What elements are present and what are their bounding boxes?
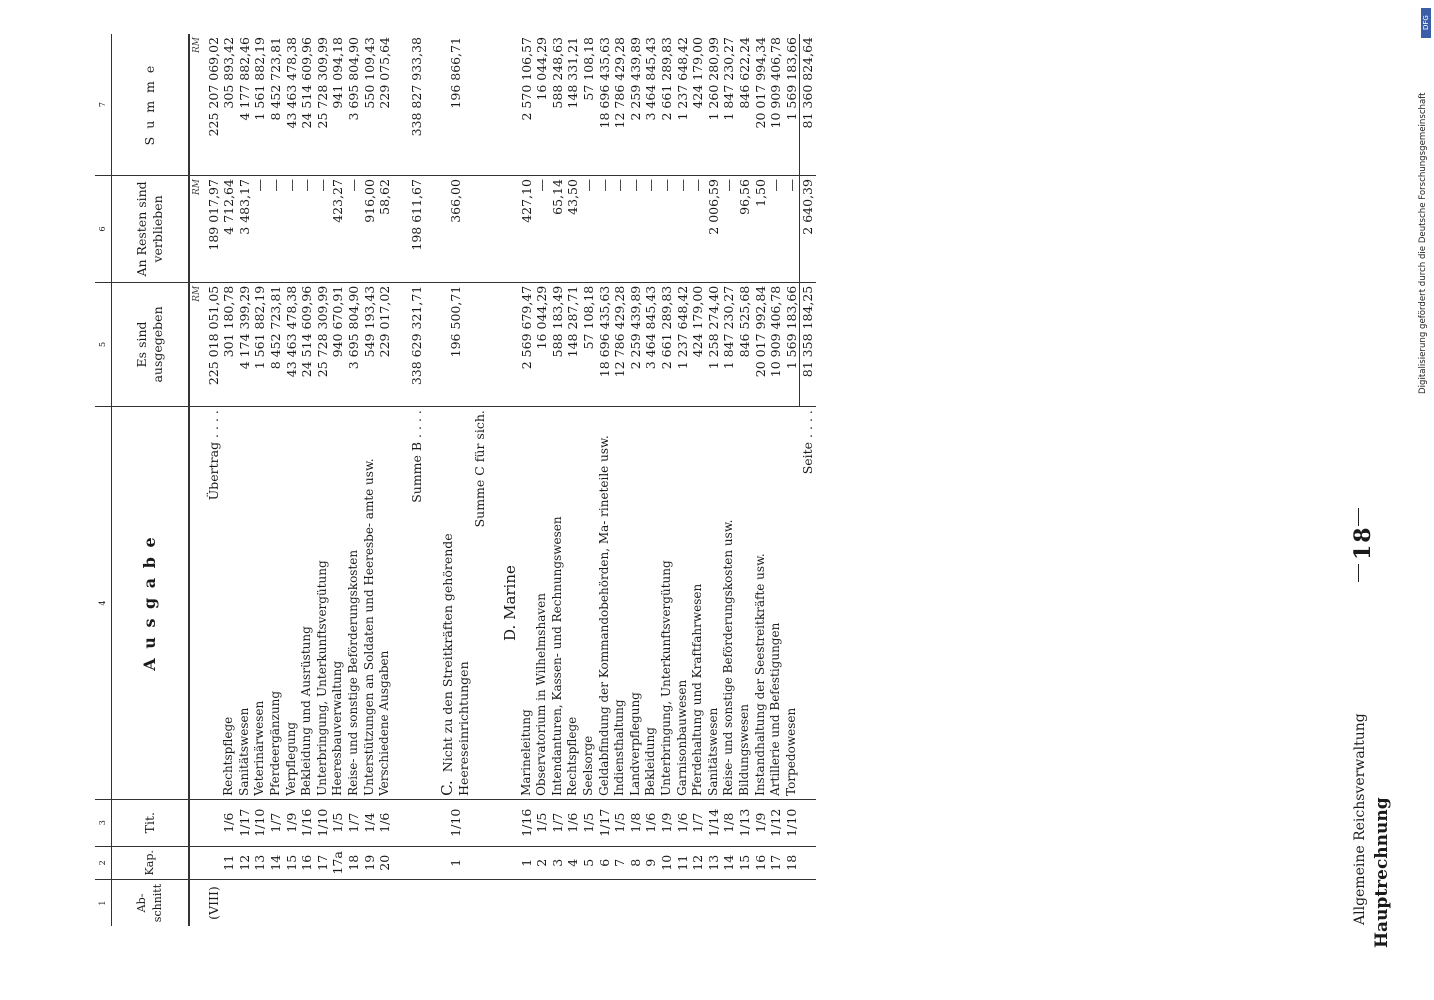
row-reste: — [346,176,362,283]
row-summe: 12 786 429,28 [612,34,628,176]
row-description: Garnisonbauwesen [675,407,691,800]
row-summe: 24 514 609,96 [299,34,315,176]
row-reste: — [675,176,691,283]
row-summe: 20 017 994,34 [753,34,769,176]
row-reste: — [299,176,315,283]
row-reste: 427,10 [519,176,535,283]
row-tit: 1/7 [550,799,566,846]
spacer-row [393,34,409,926]
table-row [237,34,253,926]
row-description: Landverpflegung [628,407,644,800]
table-row [768,34,784,926]
row-ausgegeben: 301 180,78 [221,282,237,406]
table-row [362,34,378,926]
row-tit: 1/6 [643,799,659,846]
table-row [519,34,535,926]
row-reste: — [643,176,659,283]
table-row [753,34,769,926]
row-ausgegeben: 2 661 289,83 [659,282,675,406]
row-tit: 1/9 [284,799,300,846]
row-summe: 1 847 230,27 [721,34,737,176]
page-dash-right [1358,508,1359,526]
row-reste: — [534,176,550,283]
row-description: Bekleidung und Ausrüstung [299,407,315,800]
col-header-ausgegeben: Es sind ausgegeben [111,282,189,406]
row-tit: 1/6 [675,799,691,846]
row-ausgegeben: 1 561 882,19 [252,282,268,406]
col-header-summe: S u m m e [111,34,189,176]
row-tit: 1/6 [221,799,237,846]
row-description: Sanitätswesen [237,407,253,800]
row-reste: — [768,176,784,283]
row-summe: 2 259 439,89 [628,34,644,176]
row-summe: 16 044,29 [534,34,550,176]
row-description: Veterinärwesen [252,407,268,800]
row-description: Pferdeergänzung [268,407,284,800]
row-summe: 4 177 882,46 [237,34,253,176]
row-reste: 96,56 [737,176,753,283]
row-summe: 18 696 435,63 [597,34,613,176]
row-description: Geldabfindung der Kommandobehörden, Ma- rineteile usw. [597,407,613,800]
col-number: 7 [95,34,111,176]
table-row [643,34,659,926]
row-description: Verschiedene Ausgaben [377,407,393,800]
row-summe: 3 695 804,90 [346,34,362,176]
section-c-heading: Nicht zu den Streitkräften gehörende Heereseinrichtungen [440,533,471,796]
row-reste: — [612,176,628,283]
digitization-credit: Digitalisierung gefördert durch die Deutsche Forschungsgemeinschaft [1418,92,1428,394]
row-reste: — [315,176,331,283]
row-kap: 15 [737,846,753,880]
section-c-letter: C. [438,780,457,796]
row-reste: — [284,176,300,283]
row-tit: 1/14 [706,799,722,846]
row-ausgegeben: 846 525,68 [737,282,753,406]
row-summe: 43 463 478,38 [284,34,300,176]
row-kap: 15 [284,846,300,880]
row-ausgegeben: 940 670,91 [330,282,346,406]
row-tit: 1/13 [737,799,753,846]
row-tit: 1/6 [565,799,581,846]
table-row [299,34,315,926]
row-kap: 7 [612,846,628,880]
row-ausgegeben: 2 569 679,47 [519,282,535,406]
row-summe: 10 909 406,78 [768,34,784,176]
row-description: Sanitätswesen [706,407,722,800]
section-c-reste: 366,00 [440,176,471,283]
row-reste: 58,62 [377,176,393,283]
row-kap: 2 [534,846,550,880]
row-ausgegeben: 549 193,43 [362,282,378,406]
row-tit: 1/5 [330,799,346,846]
row-description: Intendanturen, Kassen- und Rechnungswesen [550,407,566,800]
row-tit: 1/7 [346,799,362,846]
row-summe: 57 108,18 [581,34,597,176]
row-ausgegeben: 10 909 406,78 [768,282,784,406]
row-description: Instandhaltung der Seestreitkräfte usw. [753,407,769,800]
section-c-kap: 1 [440,846,471,880]
section-c-ausgegeben: 196 500,71 [440,282,471,406]
row-ausgegeben: 588 183,49 [550,282,566,406]
row-description: Verpflegung [284,407,300,800]
row-reste: 2 006,59 [706,176,722,283]
row-description: Pferdehaltung und Kraftfahrwesen [690,407,706,800]
row-summe: 2 661 289,83 [659,34,675,176]
row-ausgegeben: 43 463 478,38 [284,282,300,406]
row-summe: 2 570 106,57 [519,34,535,176]
row-tit: 1/5 [581,799,597,846]
summe-c-label: Summe C für sich. [472,407,488,800]
row-kap: 13 [252,846,268,880]
col-number: 5 [95,282,111,406]
section-c-tit: 1/10 [440,799,471,846]
table-row [252,34,268,926]
row-description: Rechtspflege [565,407,581,800]
unit-label: RM [189,176,206,283]
row-description: Bekleidung [643,407,659,800]
summe-b-ausgegeben: 338 629 321,71 [409,282,425,406]
col-header-tit: Tit. [111,799,189,846]
row-kap: 16 [299,846,315,880]
seite-row [800,34,816,926]
table-row [597,34,613,926]
row-tit: 1/7 [690,799,706,846]
row-reste: 65,14 [550,176,566,283]
row-reste: — [721,176,737,283]
row-description: Unterstützungen an Soldaten und Heeresbe- amte usw. [362,407,378,800]
row-kap: 18 [346,846,362,880]
table-row [690,34,706,926]
row-summe: 3 464 845,43 [643,34,659,176]
table-row [659,34,675,926]
row-tit: 1/17 [597,799,613,846]
row-ausgegeben: 1 847 230,27 [721,282,737,406]
table-row [534,34,550,926]
col-header-kap: Kap. [111,846,189,880]
page-number: 18 [1350,525,1376,560]
row-ausgegeben: 1 237 648,42 [675,282,691,406]
table-row [612,34,628,926]
row-tit: 1/5 [612,799,628,846]
col-number: 1 [95,880,111,926]
row-summe: 550 109,43 [362,34,378,176]
col-number: 6 [95,176,111,283]
row-ausgegeben: 8 452 723,81 [268,282,284,406]
row-kap: 14 [721,846,737,880]
row-tit: 1/5 [534,799,550,846]
row-description: Indiensthaltung [612,407,628,800]
row-ausgegeben: 25 728 309,99 [315,282,331,406]
row-description: Reise- und sonstige Beförderungskosten [346,407,362,800]
row-ausgegeben: 57 108,18 [581,282,597,406]
table-row [221,34,237,926]
row-description: Rechtspflege [221,407,237,800]
col-header-ausgabe: A u s g a b e [111,407,189,800]
accounts-table [95,34,816,926]
row-summe: 1 237 648,42 [675,34,691,176]
table-row [737,34,753,926]
section-c-title [440,407,471,800]
uebertrag-ausgegeben: 225 018 051,05 [206,282,222,406]
row-summe: 229 075,64 [377,34,393,176]
row-kap: 17a [330,846,346,880]
row-ausgegeben: 4 174 399,29 [237,282,253,406]
table-row [377,34,393,926]
row-summe: 1 561 882,19 [252,34,268,176]
summe-b-label: Summe B . . . . [409,407,425,800]
row-summe: 8 452 723,81 [268,34,284,176]
row-kap: 11 [221,846,237,880]
row-kap: 17 [315,846,331,880]
uebertrag-label: Übertrag . . . . [206,407,222,800]
row-ausgegeben: 229 017,02 [377,282,393,406]
table-row [675,34,691,926]
row-kap: 20 [377,846,393,880]
table-row [284,34,300,926]
row-ausgegeben: 24 514 609,96 [299,282,315,406]
row-tit: 1/9 [753,799,769,846]
row-description: Marineleitung [519,407,535,800]
col-header-abschnitt: Ab- schnitt [111,880,189,926]
row-reste: — [581,176,597,283]
row-summe: 941 094,18 [330,34,346,176]
row-kap: 5 [581,846,597,880]
row-tit: 1/16 [519,799,535,846]
row-ausgegeben: 3 695 804,90 [346,282,362,406]
section-c-summe: 196 866,71 [440,34,471,176]
row-tit: 1/6 [377,799,393,846]
row-description: Unterbringung, Unterkunftsvergütung [315,407,331,800]
row-kap: 1 [519,846,535,880]
summe-b-row [409,34,425,926]
spacer-row [487,34,503,926]
row-reste: — [690,176,706,283]
row-ausgegeben: 18 696 435,63 [597,282,613,406]
row-tit: 1/10 [315,799,331,846]
row-description: Artillerie und Befestigungen [768,407,784,800]
row-reste: 4 712,64 [221,176,237,283]
row-tit: 1/7 [268,799,284,846]
section-c-row [440,34,471,926]
row-description: Reise- und sonstige Beförderungskosten usw. [721,407,737,800]
unit-label: RM [189,282,206,406]
col-number: 2 [95,846,111,880]
uebertrag-reste: 189 017,97 [206,176,222,283]
row-description: Bildungswesen [737,407,753,800]
row-ausgegeben: 424 179,00 [690,282,706,406]
row-kap: 11 [675,846,691,880]
table-row [346,34,362,926]
row-reste: 3 483,17 [237,176,253,283]
row-description: Torpedowesen [784,407,800,800]
row-ausgegeben: 1 258 274,40 [706,282,722,406]
row-summe: 588 248,63 [550,34,566,176]
row-ausgegeben: 20 017 992,84 [753,282,769,406]
row-description: Observatorium in Wilhelmshaven [534,407,550,800]
uebertrag-summe: 225 207 069,02 [206,34,222,176]
row-ausgegeben: 1 569 183,66 [784,282,800,406]
row-reste: 43,50 [565,176,581,283]
row-kap: 16 [753,846,769,880]
row-summe: 846 622,24 [737,34,753,176]
col-number: 3 [95,799,111,846]
row-summe: 424 179,00 [690,34,706,176]
row-reste: 423,27 [330,176,346,283]
col-header-reste: An Resten sind verblieben [111,176,189,283]
section-d-row [503,34,519,926]
table-row [315,34,331,926]
row-ausgegeben: 12 786 429,28 [612,282,628,406]
document-subtitle: Allgemeine Reichsverwaltung [1352,713,1368,925]
row-tit: 1/9 [659,799,675,846]
seite-reste: 2 640,39 [800,176,816,283]
seite-ausgegeben: 81 358 184,25 [800,282,816,406]
row-description: Heeresbauverwaltung [330,407,346,800]
table-row [721,34,737,926]
row-summe: 1 260 280,99 [706,34,722,176]
row-summe: 305 893,42 [221,34,237,176]
row-tit: 1/4 [362,799,378,846]
column-header-row [111,34,189,926]
table-row [706,34,722,926]
document-title: Hauptrechnung [1372,797,1392,948]
table-row [784,34,800,926]
section-roman: (VIII) [205,886,221,920]
row-summe: 148 331,21 [565,34,581,176]
section-d-title: D. Marine [503,407,519,800]
row-reste: — [659,176,675,283]
row-reste: 1,50 [753,176,769,283]
row-kap: 14 [268,846,284,880]
row-ausgegeben: 3 464 845,43 [643,282,659,406]
row-ausgegeben: 148 287,71 [565,282,581,406]
row-tit: 1/8 [628,799,644,846]
seite-label: Seite . . . . [800,407,816,800]
row-tit: 1/17 [237,799,253,846]
row-reste: — [784,176,800,283]
row-tit: 1/10 [784,799,800,846]
table-row [330,34,346,926]
dfg-logo: DFG [1421,8,1431,38]
row-summe: 1 569 183,66 [784,34,800,176]
row-kap: 13 [706,846,722,880]
row-tit: 1/8 [721,799,737,846]
row-reste: — [268,176,284,283]
row-kap: 12 [237,846,253,880]
row-description: Unterbringung, Unterkunftsvergütung [659,407,675,800]
row-tit: 1/16 [299,799,315,846]
row-kap: 9 [643,846,659,880]
row-ausgegeben: 2 259 439,89 [628,282,644,406]
table-row [565,34,581,926]
row-reste: — [628,176,644,283]
summe-b-reste: 198 611,67 [409,176,425,283]
summe-c-row [472,34,488,926]
table-row [628,34,644,926]
table-row [581,34,597,926]
row-kap: 3 [550,846,566,880]
row-tit: 1/10 [252,799,268,846]
column-number-row [95,34,111,926]
table-row [268,34,284,926]
row-kap: 4 [565,846,581,880]
row-kap: 19 [362,846,378,880]
page-dash-left [1358,564,1359,582]
row-kap: 8 [628,846,644,880]
row-kap: 10 [659,846,675,880]
summe-b-summe: 338 827 933,38 [409,34,425,176]
row-reste: 916,00 [362,176,378,283]
unit-row [189,34,206,926]
row-tit: 1/12 [768,799,784,846]
row-description: Seelsorge [581,407,597,800]
row-kap: 17 [768,846,784,880]
row-kap: 18 [784,846,800,880]
table-row [550,34,566,926]
row-reste: — [597,176,613,283]
row-kap: 12 [690,846,706,880]
row-ausgegeben: 16 044,29 [534,282,550,406]
seite-summe: 81 360 824,64 [800,34,816,176]
unit-label: RM [189,34,206,176]
row-kap: 6 [597,846,613,880]
row-reste: — [252,176,268,283]
uebertrag-row [206,34,222,926]
row-summe: 25 728 309,99 [315,34,331,176]
col-number: 4 [95,407,111,800]
